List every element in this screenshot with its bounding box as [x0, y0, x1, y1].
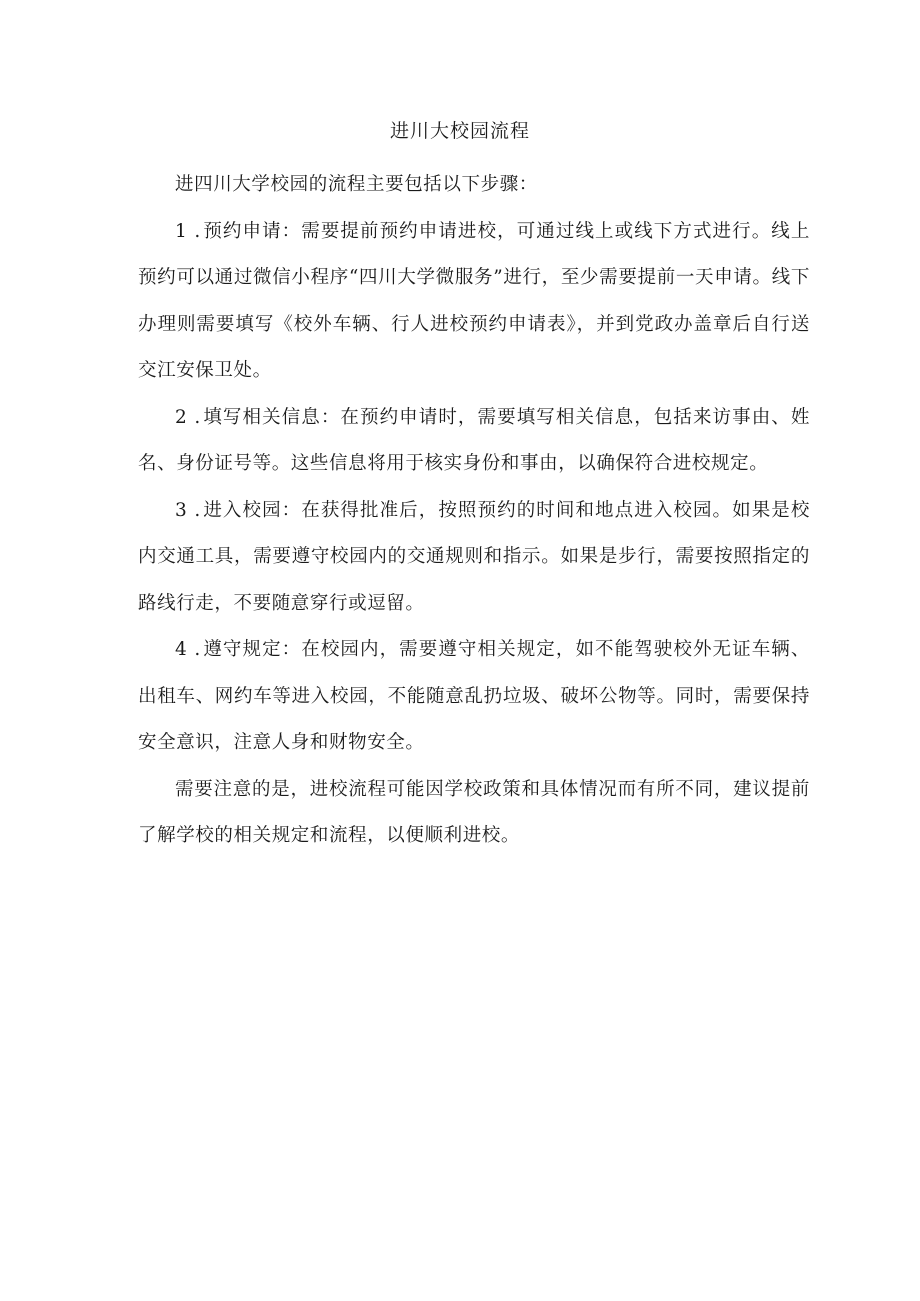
step-paragraph-4: 4 . 遵守规定：在校园内，需要遵守相关规定，如不能驾驶校外无证车辆、出租车、网约车等进入校园，不能随意乱扔垃圾、破坏公物等。同时，需要保持安全意识，注意人身和财物安全。 — [138, 639, 810, 753]
step-paragraph-2: 2 . 填写相关信息：在预约申请时，需要填写相关信息，包括来访事由、姓名、身份证号等。这些信息将用于核实身份和事由，以确保符合进校规定。 — [138, 406, 810, 474]
step-number: 4 — [175, 639, 188, 660]
step-text: 遵守规定：在校园内，需要遵守相关规定，如不能驾驶校外无证车辆、出租车、网约车等进入校园，不能随意乱扔垃圾、破坏公物等。同时，需要保持安全意识，注意人身和财物安全。 — [138, 639, 810, 753]
step-text: 预约申请：需要提前预约申请进校，可通过线上或线下方式进行。线上预约可以通过微信小程序“四川大学微服务”进行，至少需要提前一天申请。线下办理则需要填写《校外车辆、行人进校预约申请表》，并到党政办盖章后自行送交江安保卫处。 — [138, 220, 810, 381]
step-text: 进入校园：在获得批准后，按照预约的时间和地点进入校园。如果是校内交通工具，需要遵守校园内的交通规则和指示。如果是步行，需要按照指定的路线行走，不要随意穿行或逗留。 — [138, 499, 810, 614]
intro-paragraph: 进四川大学校园的流程主要包括以下步骤： — [175, 174, 538, 195]
step-paragraph-3: 3 . 进入校园：在获得批准后，按照预约的时间和地点进入校园。如果是校内交通工具，需要遵守校园内的交通规则和指示。如果是步行，需要按照指定的路线行走，不要随意穿行或逗留。 — [138, 499, 810, 614]
step-text: 填写相关信息：在预约申请时，需要填写相关信息，包括来访事由、姓名、身份证号等。这些信息将用于核实身份和事由，以确保符合进校规定。 — [138, 406, 810, 474]
step-paragraph-1: 1 . 预约申请：需要提前预约申请进校，可通过线上或线下方式进行。线上预约可以通过微信小程序“四川大学微服务”进行，至少需要提前一天申请。线下办理则需要填写《校外车辆、行人进校预约申请表》，并到党政办盖章后自行送交江安保卫处。 — [138, 220, 810, 381]
step-number: 3 — [175, 499, 188, 521]
document-body — [138, 162, 810, 860]
step-number: 2 — [175, 406, 188, 428]
closing-paragraph: 需要注意的是，进校流程可能因学校政策和具体情况而有所不同，建议提前了解学校的相关规定和流程，以便顺利进校。 — [138, 778, 810, 846]
step-number: 1 — [175, 220, 188, 242]
document-title: 进川大校园流程 — [389, 120, 530, 142]
